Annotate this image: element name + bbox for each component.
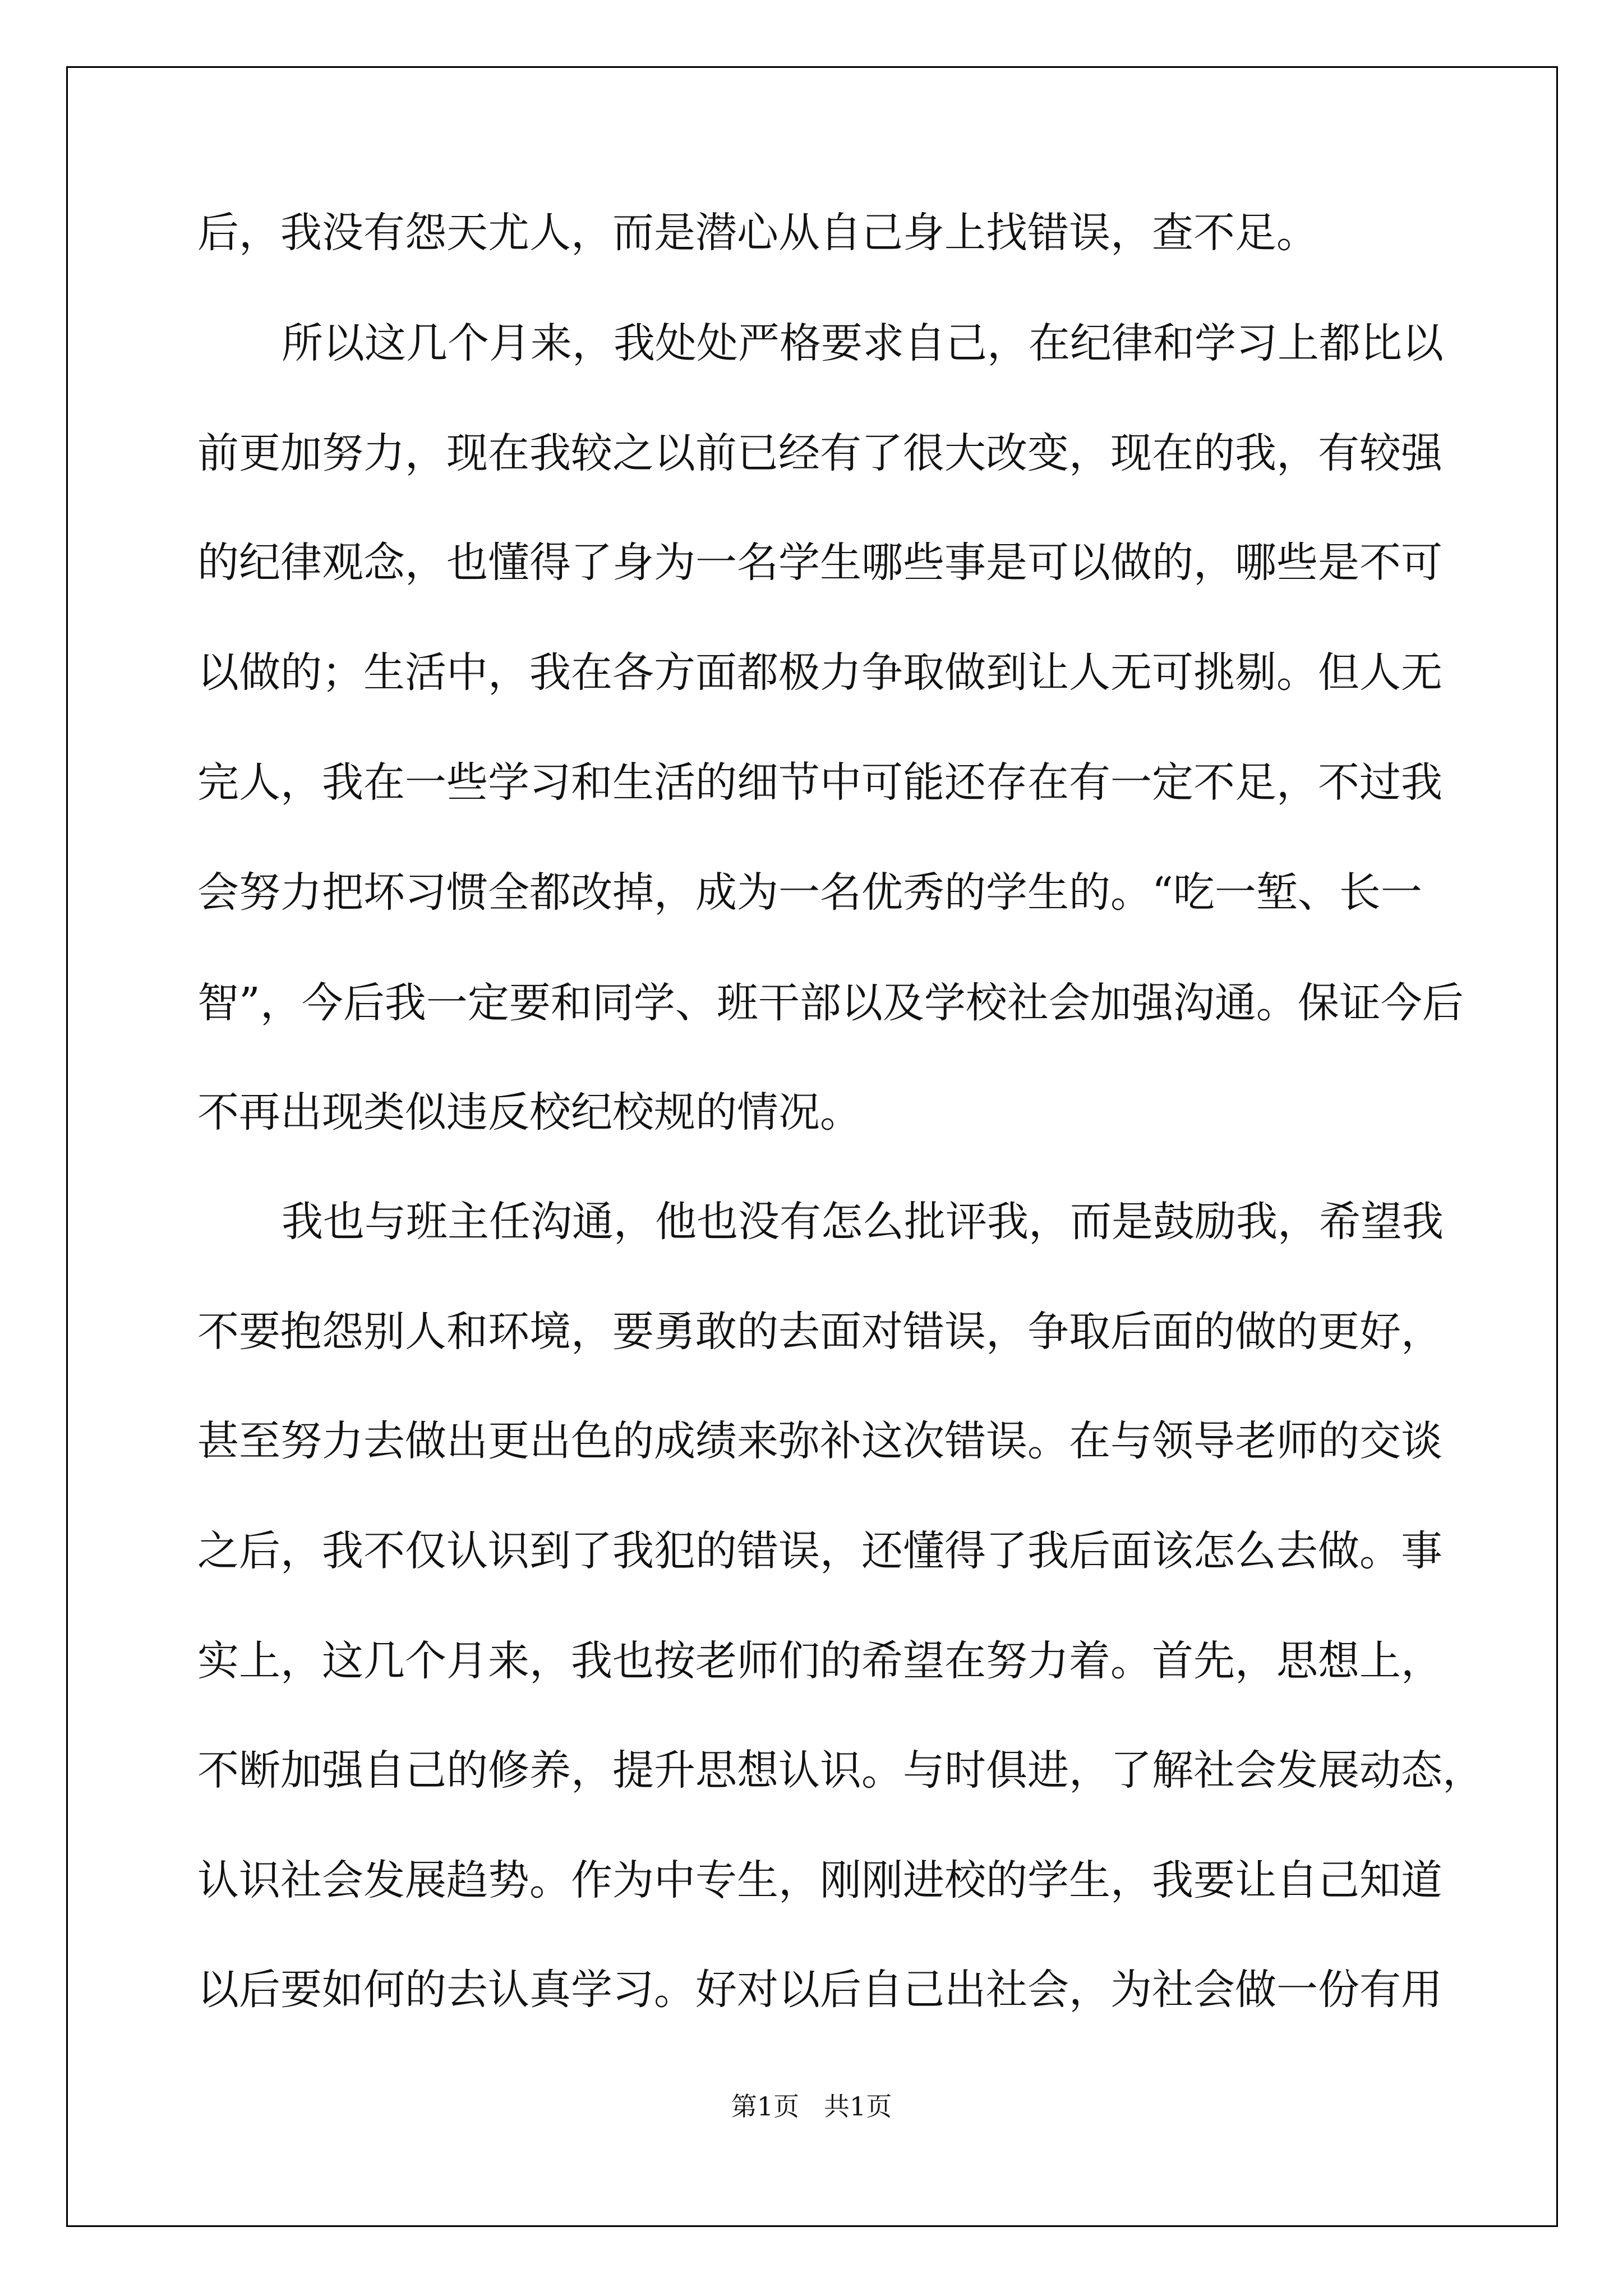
text-line: 所以这几个月来，我处处严格要求自己，在纪律和学习上都比以 <box>282 319 1444 367</box>
text-line: 不再出现类似违反校纪校规的情况。 <box>197 1088 861 1137</box>
text-line: 完人，我在一些学习和生活的细节中可能还存在有一定不足，不过我 <box>197 758 1442 807</box>
text-line: 我也与班主任沟通，他也没有怎么批评我，而是鼓励我，希望我 <box>282 1198 1444 1246</box>
text-line: 前更加努力，现在我较之以前已经有了很大改变，现在的我，有较强 <box>197 429 1442 477</box>
text-line: 不断加强自己的修养，提升思想认识。与时俱进，了解社会发展动态， <box>197 1746 1484 1795</box>
text-line: 以后要如何的去认真学习。好对以后自己出社会，为社会做一份有用 <box>197 1966 1442 2014</box>
text-line: 认识社会发展趋势。作为中专生，刚刚进校的学生，我要让自己知道 <box>197 1856 1442 1904</box>
text-line: 之后，我不仅认识到了我犯的错误，还懂得了我后面该怎么去做。事 <box>197 1527 1442 1575</box>
page-footer: 第1页 共1页 <box>731 2091 892 2122</box>
text-line: 甚至努力去做出更出色的成绩来弥补这次错误。在与领导老师的交谈 <box>197 1417 1442 1465</box>
text-line: 智”，今后我一定要和同学、班干部以及学校社会加强沟通。保证今后 <box>197 979 1464 1027</box>
text-line: 以做的；生活中，我在各方面都极力争取做到让人无可挑剔。但人无 <box>197 648 1442 697</box>
text-line: 后，我没有怨天尤人，而是潜心从自己身上找错误，查不足。 <box>197 209 1318 257</box>
text-line: 会努力把坏习惯全都改掉，成为一名优秀的学生的。“吃一堑、长一 <box>197 868 1422 917</box>
text-line: 的纪律观念，也懂得了身为一名学生哪些事是可以做的，哪些是不可 <box>197 539 1442 587</box>
text-line: 实上，这几个月来，我也按老师们的希望在努力着。首先，思想上， <box>197 1637 1442 1685</box>
text-line: 不要抱怨别人和环境，要勇敢的去面对错误，争取后面的做的更好， <box>197 1308 1442 1356</box>
